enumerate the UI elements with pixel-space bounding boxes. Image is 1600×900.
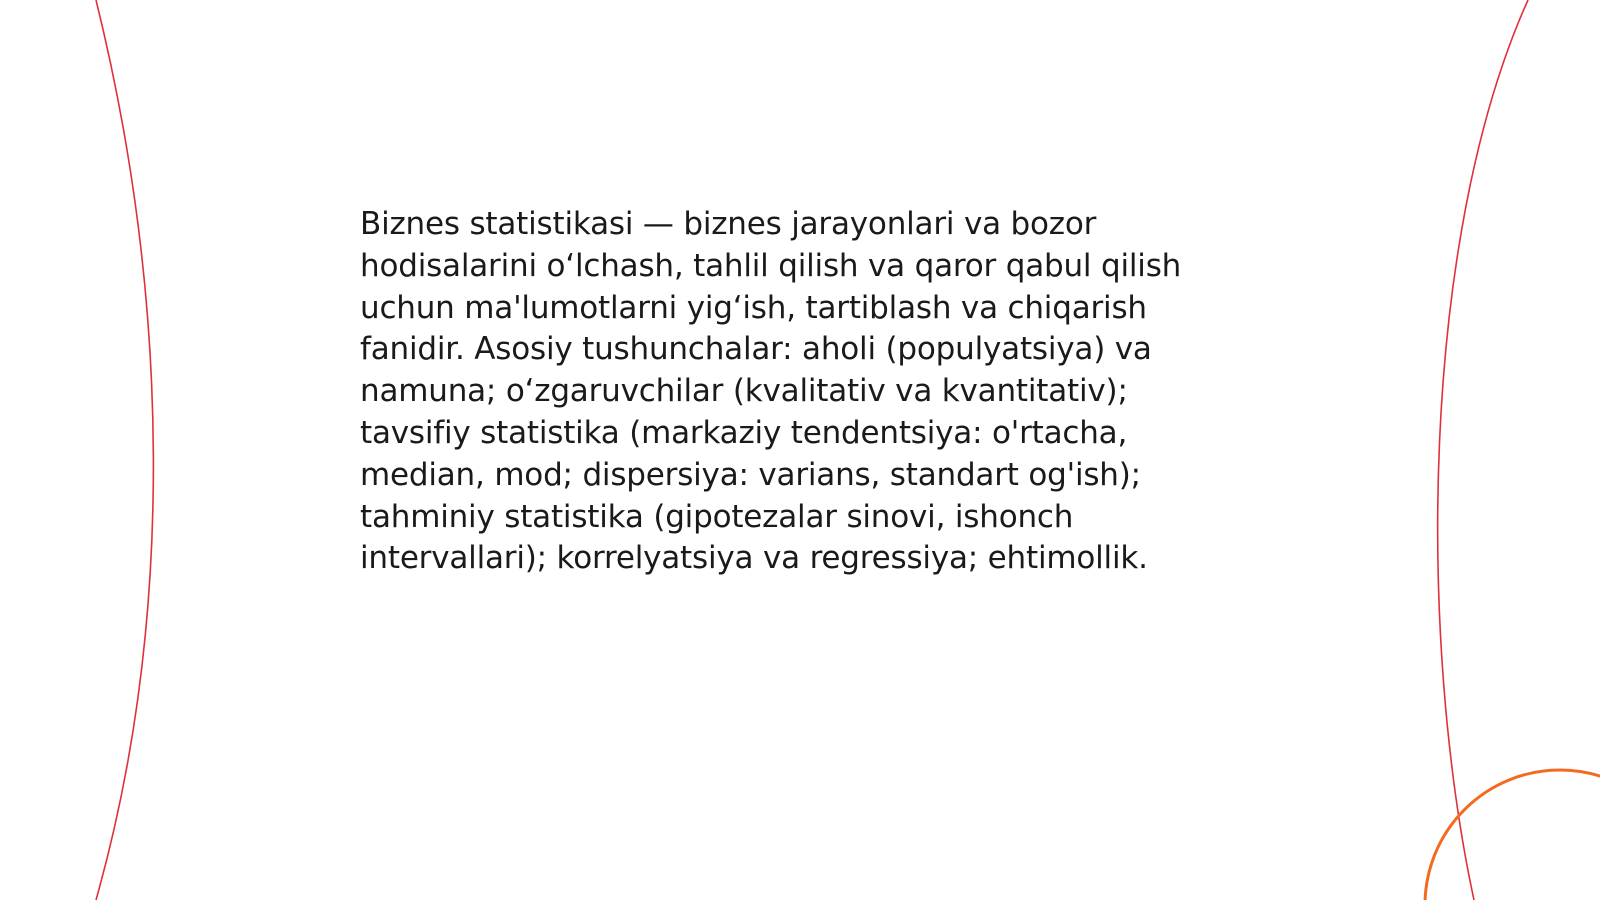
right-curve bbox=[1438, 0, 1528, 900]
left-curve bbox=[96, 0, 153, 900]
body-text: Biznes statistikasi — biznes jarayonlari va bozor hodisalarini o‘lchash, tahlil qilish va qaror qabul qilish uchun ma'lumotlarni yig‘ish, tartiblash va chiqarish fanidir. Asosiy tushunchalar: aholi (populyatsiya) va namuna; o‘zgaruvchilar (kvalitativ va kvantitativ); tavsifiy statistika (markaziy tendentsiya: o'rtacha, median, mod; dispersiya: varians, standart og'ish); tahminiy statistika (gipotezalar sinovi, ishonch intervallari); korrelyatsiya va regressiya; ehtimollik. bbox=[360, 206, 1182, 577]
orange-circle bbox=[1425, 770, 1600, 900]
